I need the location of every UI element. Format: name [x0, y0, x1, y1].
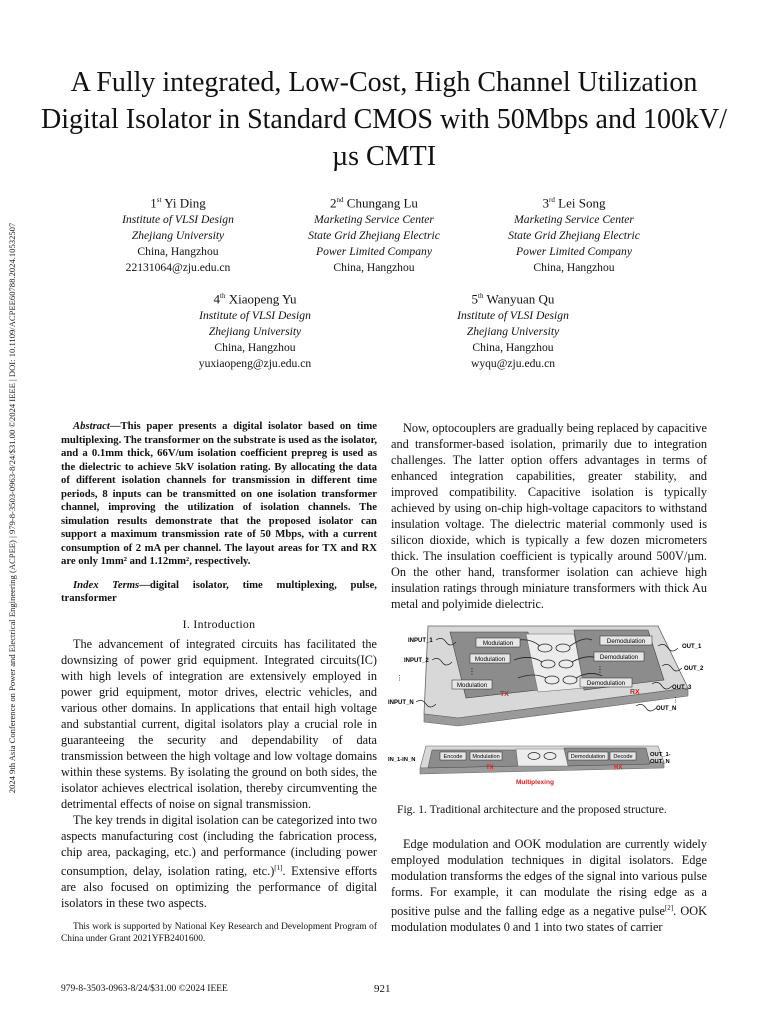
input-n-label: INPUT_N: [388, 700, 414, 706]
author-affiliation: Institute of VLSI Design: [199, 309, 311, 323]
author-location: China, Hangzhou: [137, 245, 219, 259]
section-heading-introduction: I. Introduction: [182, 616, 256, 631]
footer-copyright: 979-8-3503-0963-8/24/$31.00 ©2024 IEEE: [61, 984, 228, 994]
intro-paragraph-2: The key trends in digital isolation can be categorized into two aspects manufacturing cost (including the fabrication process, chip area, packaging, etc.) and performance (including power consumption, delay, isolation rating, etc.)[1]. Extensive efforts are also focused on optimizing the performance of digital isolators in these two aspects.: [61, 812, 377, 910]
demodulation-label: Demodulation: [570, 754, 606, 760]
demodulation-label: Demodulation: [586, 680, 626, 687]
author-affiliation: Institute of VLSI Design: [122, 213, 234, 227]
rx-label-proposed: RX: [614, 765, 623, 771]
left-column: [61, 420, 377, 945]
abstract-text: —This paper presents a digital isolator based on time multiplexing. The transformer on the substrate is used as the isolator, and a 0.1mm thick, 66V/um isolation coefficient prepreg is used as the dielectric to achieve 5kV isolation rating. By allocating the data of different isolation channels for transmission in different time periods, 8 inputs can be transmitted on one isolation transformer channel, improving the utilization of isolation channels. The simulation results demonstrate that the proposed isolator can support a maximum transmission rate of 50 Mbps, with a current consumption of 2 mA per channel. The layout areas for TX and RX are only 1mm² and 1.12mm², respectively.: [61, 420, 377, 567]
svg-text:⋮: ⋮: [468, 667, 476, 676]
input-1-label: INPUT_1: [408, 638, 433, 644]
author-name: 5th Wanyuan Qu: [471, 291, 555, 307]
input-mux-label: IN_1-IN_N: [388, 757, 416, 763]
author-affiliation: Power Limited Company: [516, 245, 632, 259]
author-affiliation: Zhejiang University: [466, 325, 560, 339]
intro-paragraph-1: The advancement of integrated circuits has facilitated the downsizing of power grid equipment. Integrated circuits(IC) with high levels of integration are extensively employed in power grid equipment, motor drives, electric vehicles, and various other domains. In applications that entail high voltage and substantial current, digital isolators play a crucial role in guaranteeing the security and dependability of data transmission between the high voltage and low voltage domains within these systems. By isolating the ground on both sides, the isolator achieves electrical isolation, thereby circumventing the detrimental effects of noise on signal transmission.: [61, 636, 377, 811]
output-3-label: OUT_3: [672, 685, 692, 691]
encode-label: Encode: [443, 754, 463, 760]
author-email[interactable]: yuxiaopeng@zju.edu.cn: [198, 357, 312, 371]
author-name: 1st Yi Ding: [150, 195, 206, 211]
modulation-label: Modulation: [456, 682, 488, 689]
author-5: [428, 288, 598, 372]
author-1: [98, 192, 258, 276]
author-2: [284, 192, 464, 276]
author-name: 4th Xiaopeng Yu: [213, 291, 297, 307]
output-2-label: OUT_2: [684, 666, 704, 672]
right-paragraph-1: Now, optocouplers are gradually being replaced by capacitive and transformer-based isolation, primarily due to integration challenges. The latter option offers advantages in terms of enhanced integration capabilities, greater stability, and improved compatibility. Capacitive isolation is typically achieved by using on-chip high-voltage capacitors to withstand insulation voltage. The dielectric material commonly used is silicon dioxide, which is typically a few dozen micrometers thick. The insulation coefficient is typically around 500V/µm. On the other hand, transformer isolation can achieve high insulation ratings through miniature transformers with thick Au metal and polyimide dielectric.: [391, 421, 707, 611]
author-name: 2nd Chungang Lu: [330, 195, 418, 211]
index-terms-label: Index Terms: [73, 578, 140, 591]
output-mux-label-2: OUT_N: [650, 759, 670, 765]
author-location: China, Hangzhou: [472, 341, 554, 355]
author-affiliation: Zhejiang University: [208, 325, 302, 339]
author-location: China, Hangzhou: [214, 341, 296, 355]
index-terms-text: —digital isolator, time multiplexing, pulse, transformer: [61, 578, 377, 604]
svg-text:⋮: ⋮: [596, 665, 604, 674]
author-affiliation: Marketing Service Center: [314, 213, 434, 227]
right-column: [391, 420, 707, 612]
modulation-label: Modulation: [474, 656, 506, 663]
right-column-continued: [391, 836, 707, 935]
page-number: 921: [374, 983, 391, 995]
author-affiliation: Marketing Service Center: [514, 213, 634, 227]
tx-label: TX: [500, 691, 509, 698]
abstract-label: Abstract: [73, 420, 110, 432]
abstract: [61, 420, 377, 569]
paper-title: A Fully integrated, Low-Cost, High Channel Utilization Digital Isolator in Standard CMOS with 50Mbps and 100kV/µs CMTI: [41, 67, 727, 172]
author-email[interactable]: wyqu@zju.edu.cn: [470, 357, 556, 371]
author-location: China, Hangzhou: [333, 261, 415, 275]
author-name: 3rd Lei Song: [542, 195, 606, 211]
author-affiliation: Zhejiang University: [131, 229, 225, 243]
rx-label: RX: [630, 689, 640, 696]
index-terms: [61, 579, 377, 606]
figure-1-architecture: [388, 618, 712, 788]
author-3: [484, 192, 664, 276]
author-email[interactable]: 22131064@zju.edu.cn: [125, 261, 231, 275]
author-affiliation: Power Limited Company: [316, 245, 432, 259]
output-mux-label-1: OUT_1-: [650, 752, 671, 758]
tx-label-proposed: TX: [486, 765, 494, 771]
demodulation-label: Demodulation: [599, 654, 639, 661]
side-citation-text: 2024 9th Asia Conference on Power and Electrical Engineering (ACPEE) | 979-8-3503-0963-8/24/$31.00 ©2024 IEEE | DOI: 10.1109/ACPEE60788.2024.10532507: [7, 222, 17, 794]
demodulation-label: Demodulation: [606, 638, 646, 645]
citation-ref[interactable]: [2]: [664, 904, 674, 912]
svg-text:⋮: ⋮: [396, 675, 403, 682]
author-4: [170, 288, 340, 372]
author-affiliation: State Grid Zhejiang Electric: [308, 229, 440, 243]
decode-label: Decode: [613, 754, 633, 760]
citation-ref[interactable]: [1]: [274, 863, 283, 872]
svg-text:⋮: ⋮: [672, 697, 679, 704]
funding-footnote: This work is supported by National Key Research and Development Program of China under Grant 2021YFB2401600.: [61, 921, 377, 944]
right-paragraph-2: Edge modulation and OOK modulation are currently widely employed modulation techniques in digital isolators. Edge modulation transforms the edges of the signal into various pulse forms. For example, it can modulate the rising edge as a positive pulse and the falling edge as a negative pulse[2]. OOK modulation modulates 0 and 1 into two states of carrier: [391, 837, 707, 935]
output-1-label: OUT_1: [682, 644, 702, 650]
author-affiliation: Institute of VLSI Design: [457, 309, 569, 323]
author-location: China, Hangzhou: [533, 261, 615, 275]
author-affiliation: State Grid Zhejiang Electric: [508, 229, 640, 243]
output-n-label: OUT_N: [656, 706, 677, 712]
modulation-label: Modulation: [482, 640, 514, 647]
modulation-label: Modulation: [472, 754, 500, 760]
multiplexing-label: Multiplexing: [516, 779, 554, 786]
figure-caption: Fig. 1. Traditional architecture and the proposed structure.: [397, 803, 667, 816]
input-2-label: INPUT_2: [404, 658, 429, 664]
